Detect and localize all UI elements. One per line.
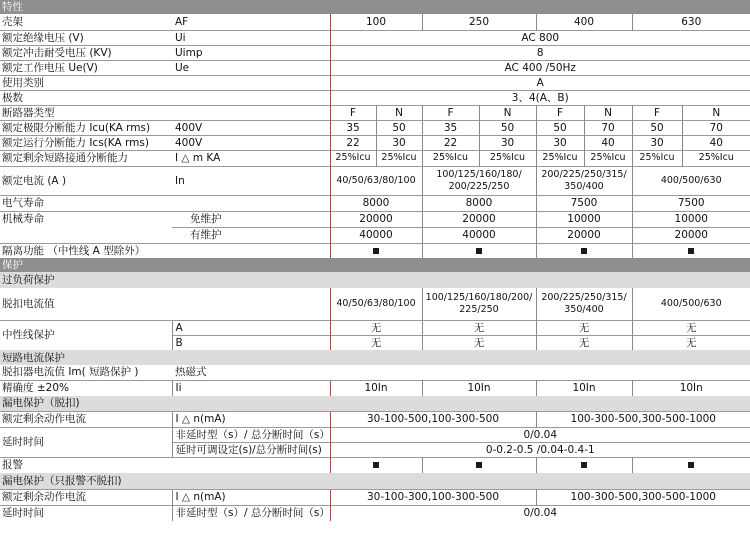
row-label: 断路器类型 (0, 105, 172, 120)
value-cell: 400/500/630 (660, 297, 722, 309)
row-label: 额定剩余短路接通分断能力 (0, 150, 172, 166)
value-cell: 50 (479, 120, 536, 135)
row-leak-alarm-delay (0, 505, 750, 521)
row-ue (0, 60, 750, 75)
subsection-title: 漏电保护（脱扣) (0, 396, 750, 411)
row-symbol: B (172, 335, 330, 350)
value-cell: 35 (330, 120, 376, 135)
filled-square-icon (581, 248, 587, 254)
subheader-leak-trip (0, 396, 750, 411)
row-symbol: 延时可调设定(s)/总分断时间(s) (172, 442, 330, 457)
subsection-title: 漏电保护（只报警不脱扣) (0, 473, 750, 489)
row-ics (0, 135, 750, 150)
value-cell: 25%Icu (536, 150, 584, 166)
row-label: 中性线保护 (0, 320, 172, 350)
row-label: 额定电流 (A ) (0, 166, 172, 195)
value-cell: 25%Icu (376, 150, 422, 166)
row-symbol: 非延时型（s）/ 总分断时间（s） (172, 427, 330, 442)
value-cell: 30 (479, 135, 536, 150)
row-mech-life-no-maint (0, 211, 750, 227)
value-cell: 200/225/250/315/ 350/400 (536, 166, 632, 195)
value-cell: N (682, 105, 750, 120)
row-label: 脱扣电流值 (2, 297, 55, 310)
row-leak-alarm-residual (0, 489, 750, 505)
row-uimp (0, 45, 750, 60)
value-cell: 30 (632, 135, 682, 150)
row-ui (0, 30, 750, 45)
value-cell: 30-100-300,100-300-500 (330, 489, 536, 505)
frame-400: 400 (536, 14, 632, 30)
filled-square-icon (373, 462, 379, 468)
value-cell: 无 (536, 320, 632, 335)
value-cell: 40 (682, 135, 750, 150)
section-header-protection (0, 258, 750, 272)
row-symbol: 免维护 (172, 211, 330, 227)
value-cell: 无 (632, 335, 750, 350)
value-cell: 10000 (632, 211, 750, 227)
row-mech-life-maint (0, 227, 750, 243)
value-merged: 0-0.2-0.5 /0.04-0.4-1 (330, 442, 750, 457)
row-label: 额定工作电压 Ue(V) (0, 60, 172, 75)
row-label: 额定剩余动作电流 (0, 411, 172, 427)
value-cell: 200/225/250/315/ 350/400 (536, 288, 632, 320)
value-cell: 无 (422, 320, 536, 335)
value-cell: 70 (584, 120, 632, 135)
value-cell: 10000 (536, 211, 632, 227)
frame-250: 250 (422, 14, 536, 30)
value-cell: F (632, 105, 682, 120)
frame-630: 630 (681, 15, 702, 28)
row-overload-trip (0, 288, 750, 320)
value-cell: 22 (330, 135, 376, 150)
row-label: 额定绝缘电压 (V) (0, 30, 172, 45)
value-merged: AC 800 (330, 30, 750, 45)
row-symbol: 非延时型（s）/ 总分断时间（s） (172, 505, 330, 521)
row-label: 延时时间 (0, 505, 172, 521)
row-symbol: AF (175, 15, 189, 28)
value-cell: 20000 (632, 227, 750, 243)
row-label: 额定剩余动作电流 (0, 489, 172, 505)
row-symbol: 有维护 (172, 227, 330, 243)
value-cell: 7500 (536, 195, 632, 211)
row-label: 使用类别 (0, 75, 172, 90)
value-cell: 40/50/63/80/100 (330, 166, 422, 195)
value-cell: 25%Icu (330, 150, 376, 166)
row-neutral-a (0, 320, 750, 335)
value-cell: 20000 (330, 211, 422, 227)
value-cell: 22 (422, 135, 479, 150)
row-isolation (0, 243, 750, 258)
value-cell: N (479, 105, 536, 120)
row-label: 脱扣器电流值 Im( 短路保护 ) (2, 366, 139, 379)
value-cell: 25%Icu (682, 150, 750, 166)
row-symbol: I △ m KA (172, 150, 330, 166)
value-cell: 100/125/160/180/200/ 225/250 (422, 288, 536, 320)
value-cell: 50 (536, 120, 584, 135)
value-cell: 40 (584, 135, 632, 150)
section-title: 保护 (0, 258, 750, 272)
section-header-characteristics (0, 0, 750, 14)
value-cell: 100/125/160/180/ 200/225/250 (422, 166, 536, 195)
row-residual-break (0, 150, 750, 166)
row-label: 隔离功能 （中性线 A 型除外） (0, 243, 330, 258)
value-merged: 8 (330, 45, 750, 60)
filled-square-icon (688, 462, 694, 468)
value-cell: 无 (330, 335, 422, 350)
value-cell: 40000 (330, 227, 422, 243)
frame-100: 100 (330, 14, 422, 30)
filled-square-icon (476, 462, 482, 468)
value-cell: 40/50/63/80/100 (330, 288, 422, 320)
value-merged: 0/0.04 (330, 427, 750, 442)
value-cell: 20000 (422, 211, 536, 227)
value-cell: N (584, 105, 632, 120)
value-cell: 20000 (536, 227, 632, 243)
value-cell: 25%Icu (479, 150, 536, 166)
value-merged: 0/0.04 (330, 505, 750, 521)
value-cell: 10In (330, 380, 422, 396)
row-poles (0, 90, 750, 105)
row-label: 延时时间 (0, 427, 172, 457)
value-cell: 8000 (422, 195, 536, 211)
value-cell: 无 (422, 335, 536, 350)
subsection-title: 过负荷保护 (0, 272, 750, 288)
value-cell: 100-300-500,300-500-1000 (536, 489, 750, 505)
row-icu (0, 120, 750, 135)
row-label: 精确度 ±20% (0, 380, 172, 396)
row-symbol: A (172, 320, 330, 335)
value-cell: 8000 (330, 195, 422, 211)
row-symbol: Ue (172, 60, 330, 75)
row-sc-trip (0, 365, 750, 380)
row-sc-accuracy (0, 380, 750, 396)
row-rated-current (0, 166, 750, 195)
row-label: 额定冲击耐受电压 (KV) (0, 45, 172, 60)
row-frame (0, 14, 750, 30)
value-merged: 3、4(A、B) (330, 90, 750, 105)
value-cell: 10In (536, 380, 632, 396)
value-merged: A (330, 75, 750, 90)
row-label: 壳架 (2, 15, 23, 28)
value-cell: 30 (376, 135, 422, 150)
row-symbol: I △ n(mA) (172, 411, 330, 427)
value-cell: 无 (330, 320, 422, 335)
row-label: 极数 (0, 90, 172, 105)
value-cell: 30 (536, 135, 584, 150)
row-symbol: Ii (172, 380, 330, 396)
row-label: 机械寿命 (0, 211, 172, 227)
row-symbol: 400V (172, 135, 330, 150)
filled-square-icon (581, 462, 587, 468)
value-cell: F (330, 105, 376, 120)
value-cell: 无 (536, 335, 632, 350)
value-cell: 无 (632, 320, 750, 335)
value-cell: 35 (422, 120, 479, 135)
row-label: 电气寿命 (0, 195, 172, 211)
value-merged: AC 400 /50Hz (330, 60, 750, 75)
row-symbol: Uimp (172, 45, 330, 60)
value-cell: 25%Icu (584, 150, 632, 166)
value-cell: F (422, 105, 479, 120)
row-alarm (0, 457, 750, 473)
value-cell: 10In (632, 380, 750, 396)
value-cell: 25%Icu (422, 150, 479, 166)
value-cell: 40000 (422, 227, 536, 243)
value-cell: 30-100-500,100-300-500 (330, 411, 536, 427)
row-label: 报警 (0, 457, 172, 473)
filled-square-icon (476, 248, 482, 254)
row-label: 额定运行分断能力 Ics(KA rms) (0, 135, 172, 150)
row-symbol: 400V (172, 120, 330, 135)
filled-square-icon (373, 248, 379, 254)
section-title: 特性 (0, 0, 750, 14)
value-cell: 50 (376, 120, 422, 135)
row-symbol: I △ n(mA) (172, 489, 330, 505)
subheader-short-circuit (0, 350, 750, 365)
row-elec-life (0, 195, 750, 211)
subheader-leak-alarm (0, 473, 750, 489)
row-category (0, 75, 750, 90)
value-cell: F (536, 105, 584, 120)
row-leak-residual (0, 411, 750, 427)
subheader-overload (0, 272, 750, 288)
value-cell: 50 (632, 120, 682, 135)
row-breaker-type (0, 105, 750, 120)
row-symbol: 热磁式 (175, 366, 207, 379)
row-symbol: In (172, 166, 330, 195)
subsection-title: 短路电流保护 (0, 350, 750, 365)
row-leak-nondelay (0, 427, 750, 442)
row-label: 额定极限分断能力 Icu(KA rms) (0, 120, 172, 135)
value-cell: 7500 (632, 195, 750, 211)
value-cell: 100-300-500,300-500-1000 (536, 411, 750, 427)
row-symbol: Ui (172, 30, 330, 45)
value-cell: 400/500/630 (632, 166, 750, 195)
value-cell: N (376, 105, 422, 120)
value-cell: 25%Icu (632, 150, 682, 166)
value-cell: 10In (422, 380, 536, 396)
filled-square-icon (688, 248, 694, 254)
value-cell: 70 (682, 120, 750, 135)
